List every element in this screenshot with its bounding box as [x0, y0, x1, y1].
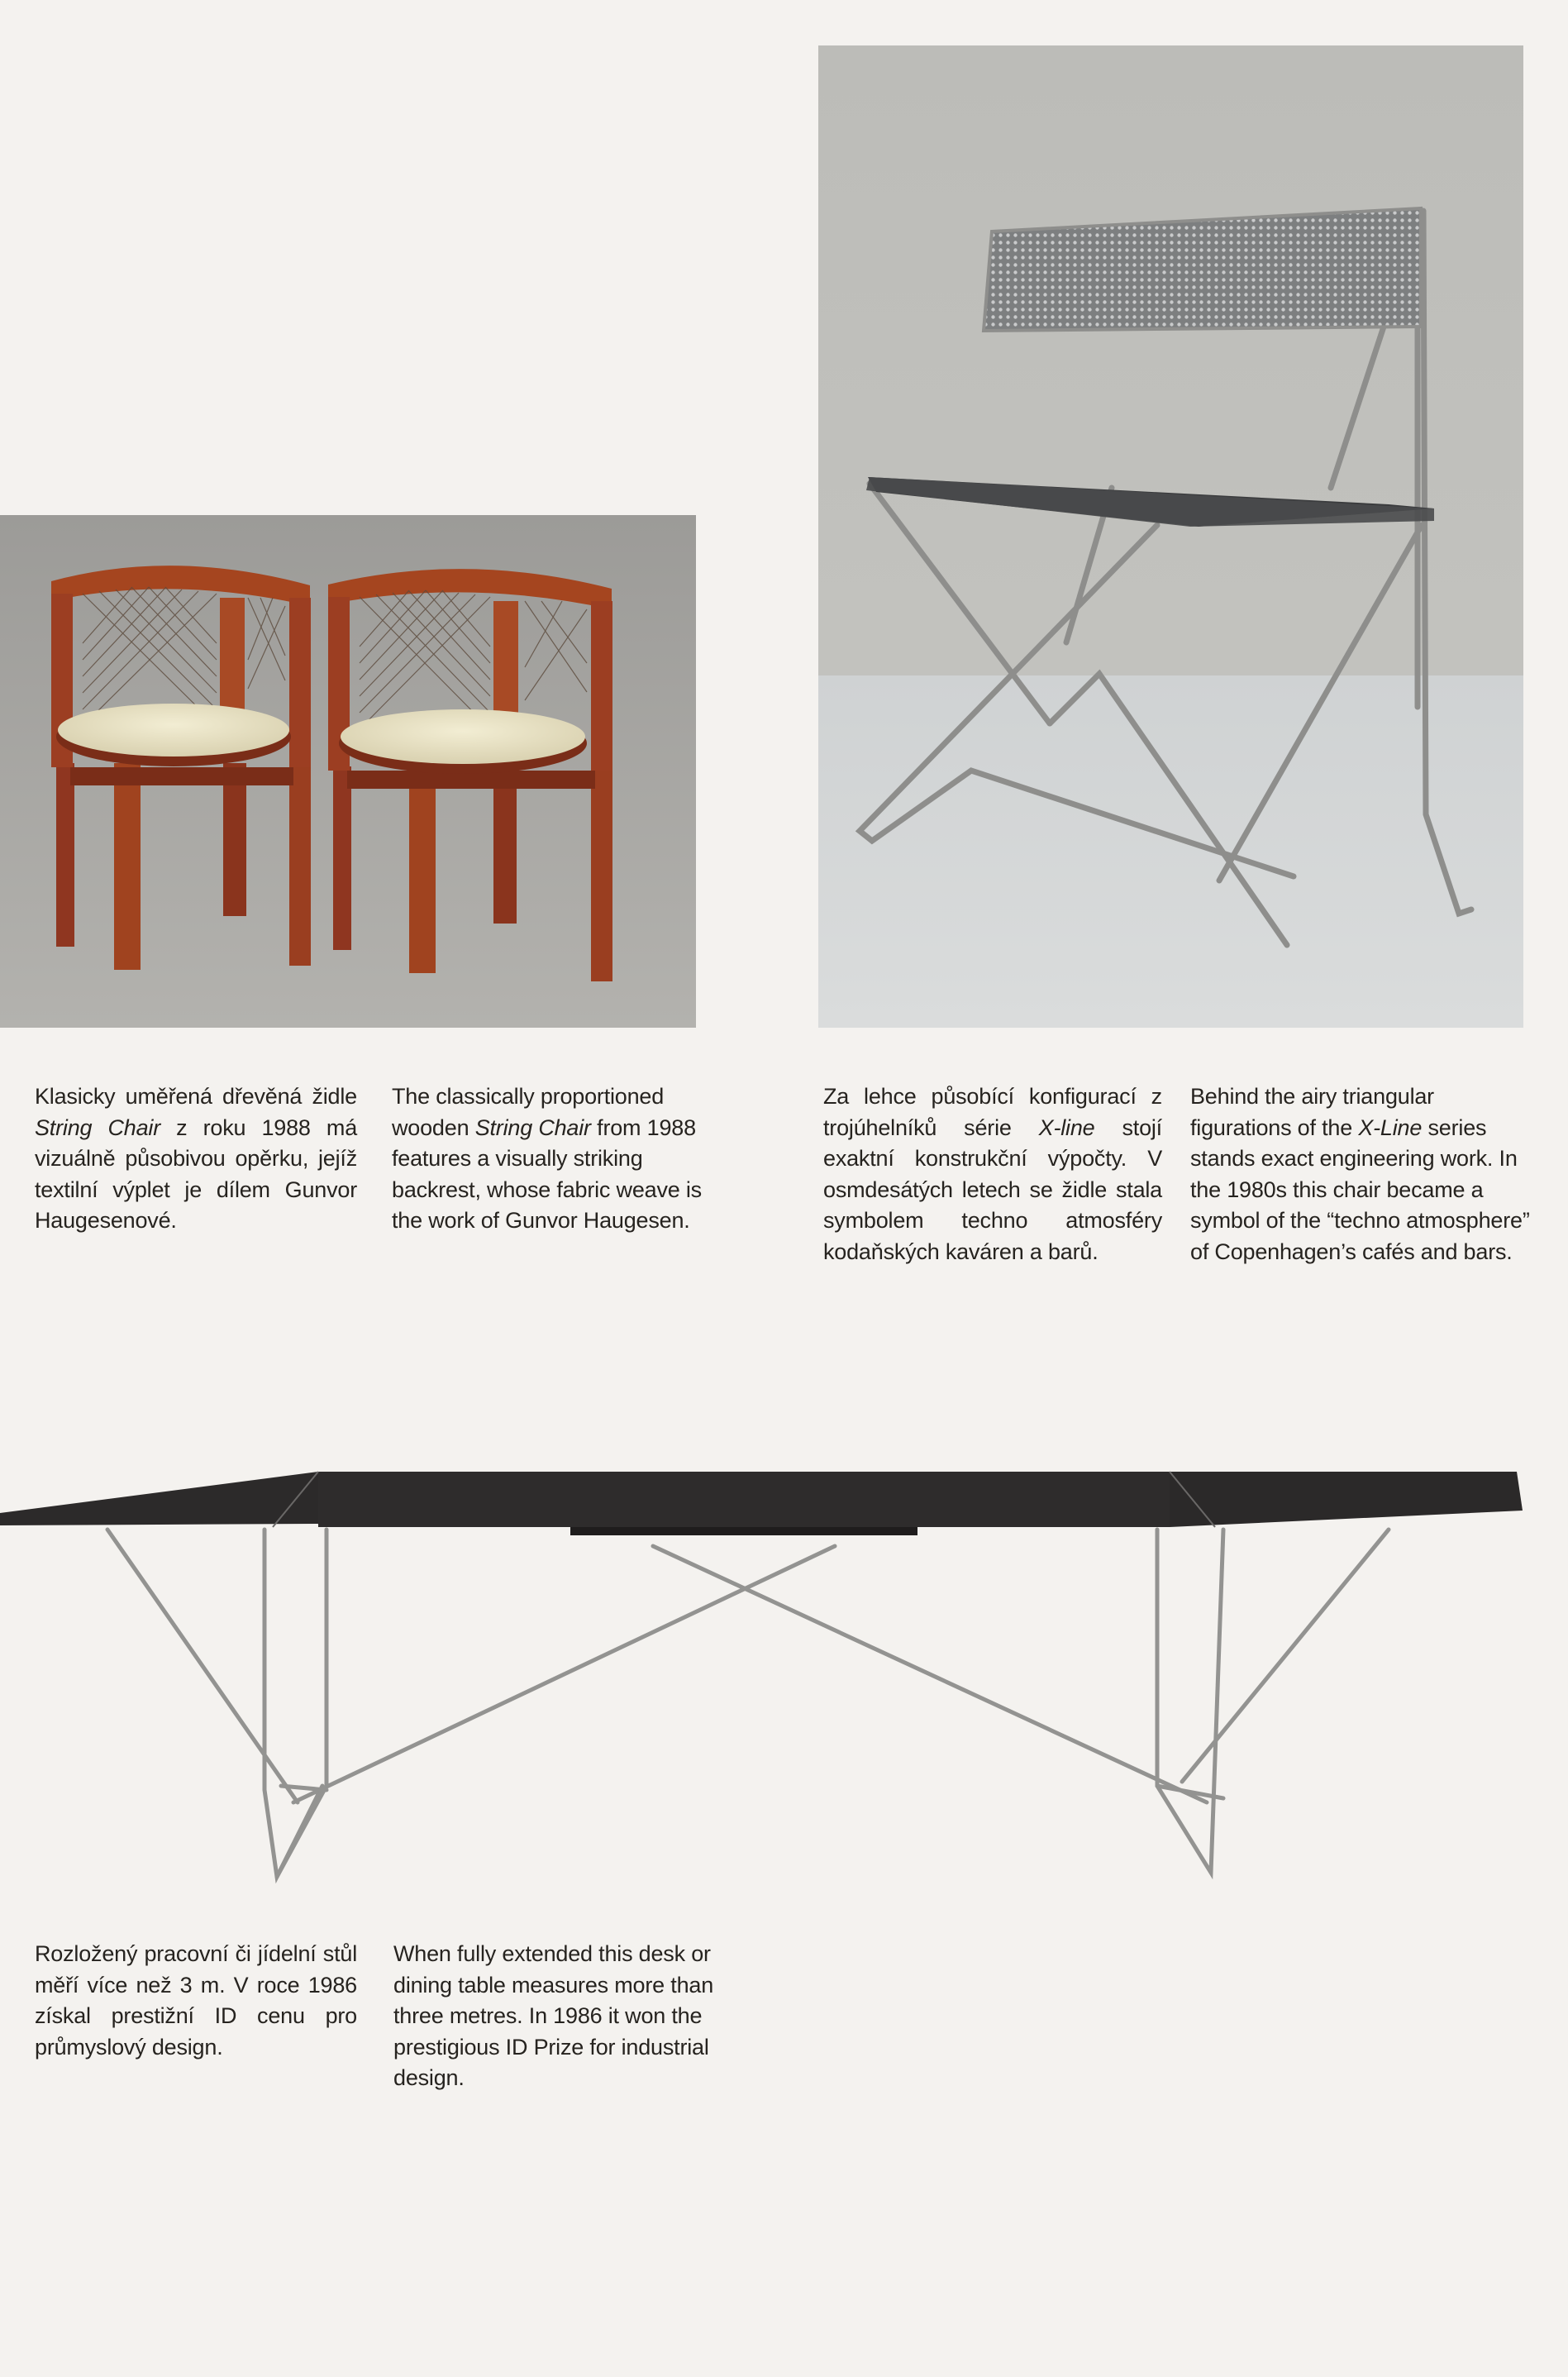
xline-chair-caption-cs: Za lehce působící konfigurací z trojúhelníků série X-line stojí exaktní konstrukční výpočty. V osmdesátých letech se židle stala symbolem techno atmosféry kodaňských kaváren a barů.	[823, 1084, 1162, 1264]
string-chair-caption-en: The classically proportioned wooden String Chair from 1988 features a visually striking backrest, whose fabric weave is the work of Gunvor Haugesen.	[392, 1084, 702, 1233]
string-chair-illustration	[0, 515, 696, 1028]
string-chair-photo	[0, 515, 696, 1028]
xline-chair-photo	[818, 45, 1523, 1028]
table-photo	[0, 1459, 1568, 1889]
table-illustration	[0, 1459, 1568, 1889]
xline-chair-caption-en: Behind the airy triangular figurations of the X-Line series stands exact engineering work. In the 1980s this chair became a symbol of the “techno atmosphere” of Copenhagen’s cafés and bars.	[1190, 1084, 1530, 1264]
xline-chair-illustration	[818, 45, 1523, 1028]
string-chair-caption-cs: Klasicky uměřená dřevěná židle String Chair z roku 1988 má vizuálně působivou opěrku, jejíž textilní výplet je dílem Gunvor Haugesenové.	[35, 1084, 358, 1233]
string-chair-title-en: String Chair	[474, 1115, 591, 1140]
table-caption-en: When fully extended this desk or dining table measures more than three metres. In 1986 it won the prestigious ID Prize for industrial design.	[393, 1941, 714, 2090]
string-chair-title-cs: String Chair	[35, 1115, 161, 1140]
xline-title-cs: X-line	[1038, 1115, 1095, 1140]
xline-title-en: X-Line	[1358, 1115, 1423, 1140]
table-caption-cs: Rozložený pracovní či jídelní stůl měří více než 3 m. V roce 1986 získal prestižní ID cenu pro průmyslový design.	[35, 1941, 357, 2060]
